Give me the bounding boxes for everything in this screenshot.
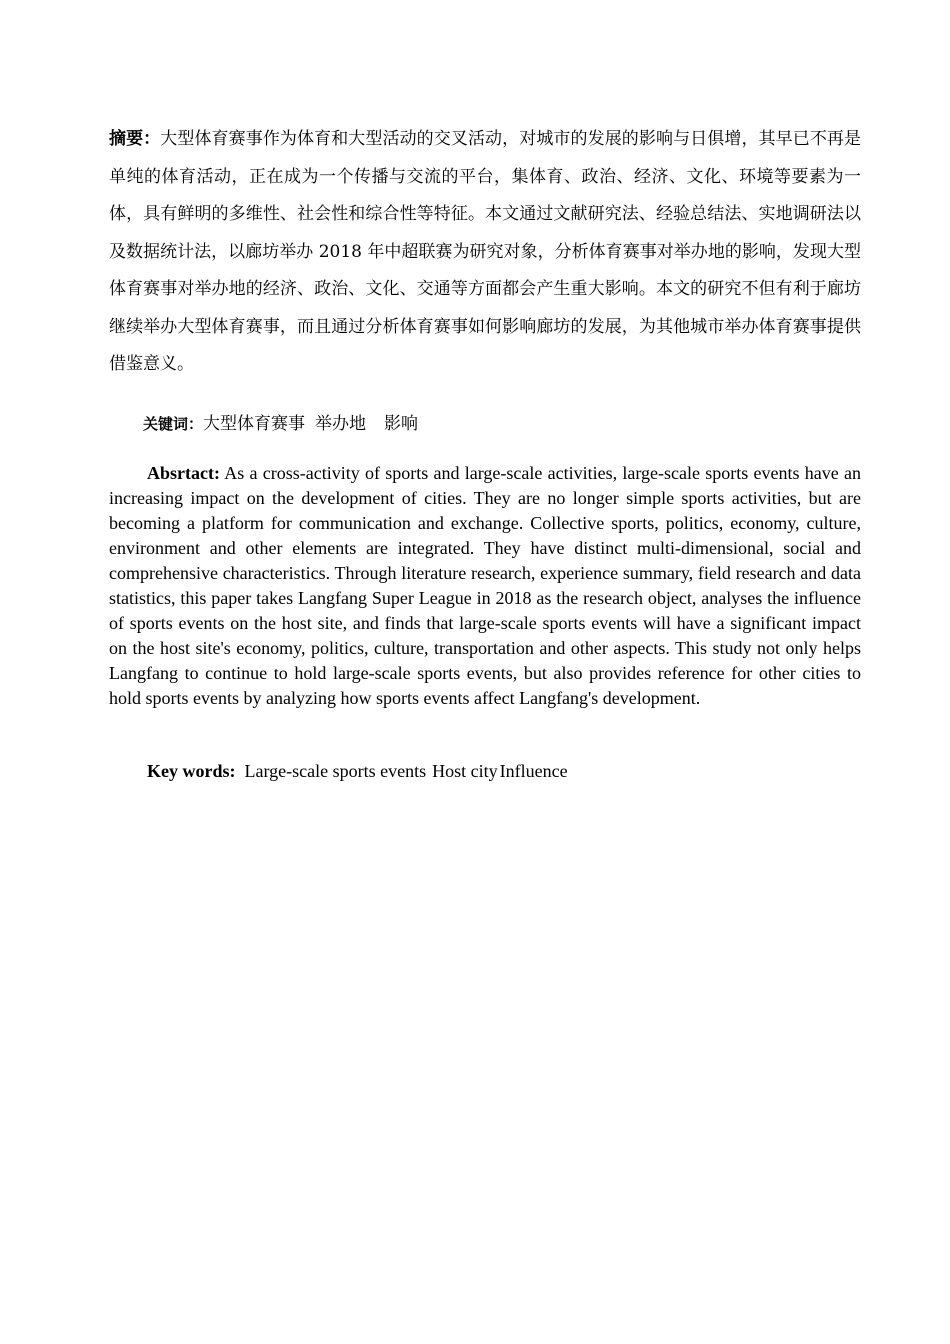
chinese-keyword: 影响	[384, 414, 419, 434]
english-keyword: Influence	[499, 761, 568, 781]
english-keywords-label: Key words:	[147, 761, 236, 781]
english-abstract-text: As a cross-activity of sports and large-scale activities, large-scale sports events have an increasing impact on the development of cities. They are no longer simple sports activities, but are becoming a platform for communication and exchange. Collective sports, politics, economy, culture, environment and other elements are integrated. They have distinct multi-dimensional, social and comprehensive characteristics. Through literature research, experience summary, field research and data statistics, this paper takes Langfang Super League in 2018 as the research object, analyses the influence of sports events on the host site, and finds that large-scale sports events will have a significant impact on the host site's economy, politics, culture, transportation and other aspects. This study not only helps Langfang to continue to hold large-scale sports events, but also provides reference for other cities to hold sports events by analyzing how sports events affect Langfang's development.	[109, 463, 861, 708]
chinese-keywords	[143, 407, 861, 441]
english-keywords	[147, 759, 861, 784]
chinese-keywords-label: 关键词：	[143, 415, 204, 433]
chinese-abstract-text: 大型体育赛事作为体育和大型活动的交叉活动，对城市的发展的影响与日俱增，其早已不再是单纯的体育活动，正在成为一个传播与交流的平台，集体育、政治、经济、文化、环境等要素为一体，具有鲜明的多维性、社会性和综合性等特征。本文通过文献研究法、经验总结法、实地调研法以及数据统计法，以廊坊举办 2018 年中超联赛为研究对象，分析体育赛事对举办地的影响，发现大型体育赛事对举办地的经济、政治、文化、交通等方面都会产生重大影响。本文的研究不但有利于廊坊继续举办大型体育赛事，而且通过分析体育赛事如何影响廊坊的发展，为其他城市举办体育赛事提供借鉴意义。	[109, 129, 862, 374]
chinese-abstract	[109, 121, 861, 384]
chinese-abstract-label: 摘要：	[109, 129, 161, 149]
english-abstract	[109, 461, 861, 711]
english-keyword: Host city	[432, 761, 498, 781]
chinese-keyword: 举办地	[315, 414, 367, 434]
english-keyword: Large-scale sports events	[244, 761, 427, 781]
english-abstract-label: Absrtact:	[147, 463, 220, 483]
chinese-keyword: 大型体育赛事	[203, 414, 306, 434]
